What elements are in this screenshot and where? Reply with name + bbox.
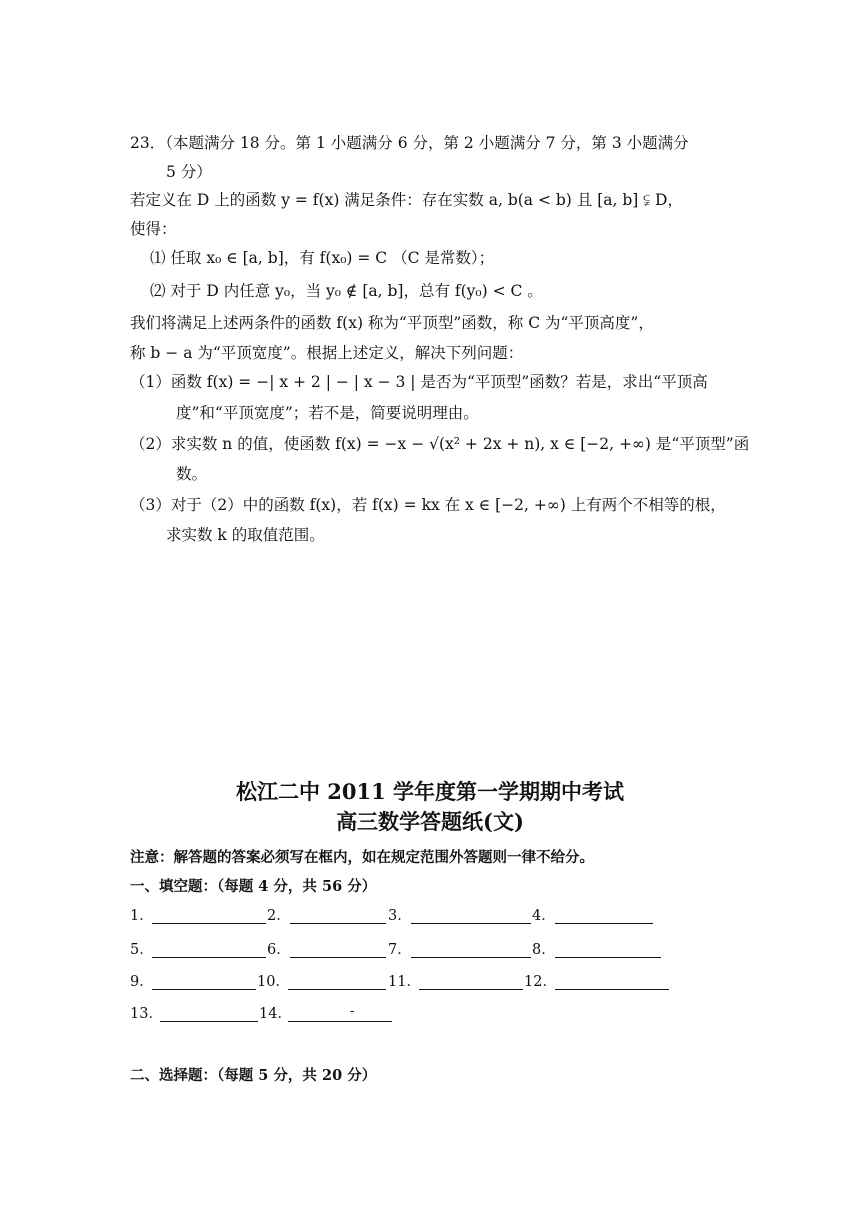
question-header-cont: 5 分） (166, 163, 212, 181)
section-fill-in: 一、填空题：（每题 4 分，共 56 分） (130, 878, 377, 895)
blank-label: 7． (388, 942, 412, 958)
blank-label: 6． (267, 942, 291, 958)
blank-label: 4． (532, 908, 556, 924)
part-2-line-1: （2）求实数 n 的值，使函数 f(x) = −x − √(x² + 2x + n), x ∈ [−2, +∞) 是“平顶型”函 (130, 435, 750, 453)
question-header: 23．（本题满分 18 分。第 1 小题满分 6 分，第 2 小题满分 7 分，第 3 小题满分 (130, 134, 689, 152)
blank-label: 10． (257, 974, 290, 990)
part-3-line-2: 求实数 k 的取值范围。 (166, 526, 325, 544)
intro-line-1: 我们将满足上述两条件的函数 f(x) 称为“平顶型”函数，称 C 为“平顶高度”， (130, 314, 654, 332)
blank-label: 3． (388, 908, 412, 924)
part-1-line-2: 度”和“平顶宽度”；若不是，简要说明理由。 (176, 404, 479, 422)
blank-label: 1． (130, 908, 154, 924)
answer-sheet-title: 松江二中 2011 学年度第一学期期中考试 (235, 779, 625, 804)
blank-label: 14． (259, 1006, 292, 1022)
answer-blank-4[interactable] (555, 923, 653, 924)
condition-1: ⑴ 任取 x₀ ∈ [a, b]，有 f(x₀) = C （C 是常数）； (150, 249, 495, 267)
answer-blank-11[interactable] (419, 989, 523, 990)
blank-label: 9． (130, 974, 154, 990)
answer-blank-12[interactable] (555, 989, 669, 990)
notice: 注意：解答题的答案必须写在框内，如在规定范围外答题则一律不给分。 (130, 849, 594, 866)
answer-blank-2[interactable] (290, 923, 386, 924)
blank-label: 11． (388, 974, 421, 990)
blank-label: 13． (130, 1006, 163, 1022)
blank-label: 12． (524, 974, 557, 990)
part-2-line-2: 数。 (176, 465, 208, 483)
blank-label: 2． (267, 908, 291, 924)
answer-blank-10[interactable] (288, 989, 386, 990)
blank-label: 8． (532, 942, 556, 958)
intro-line-2: 称 b − a 为“平顶宽度”。根据上述定义，解决下列问题： (130, 344, 524, 362)
answer-sheet-subtitle: 高三数学答题纸(文) (336, 809, 524, 834)
blank-label: 5． (130, 942, 154, 958)
dash-mark: - (350, 1004, 355, 1019)
answer-blank-3[interactable] (411, 923, 531, 924)
answer-blank-14[interactable] (288, 1021, 392, 1022)
part-3-line-1: （3）对于（2）中的函数 f(x)，若 f(x) = kx 在 x ∈ [−2, +∞) 上有两个不相等的根， (130, 496, 726, 514)
definition-line-2: 使得： (130, 220, 177, 238)
definition-line-1: 若定义在 D 上的函数 y = f(x) 满足条件：存在实数 a, b(a < b) 且 [a, b] ⫋ D， (130, 191, 683, 209)
part-1-line-1: （1）函数 f(x) = −| x + 2 | − | x − 3 | 是否为“平顶型”函数？若是，求出“平顶高 (130, 373, 708, 391)
answer-blank-6[interactable] (290, 957, 386, 958)
answer-blank-1[interactable] (152, 923, 266, 924)
answer-blank-7[interactable] (411, 957, 531, 958)
answer-blank-13[interactable] (160, 1021, 258, 1022)
condition-2: ⑵ 对于 D 内任意 y₀，当 y₀ ∉ [a, b]，总有 f(y₀) < C 。 (150, 282, 543, 300)
answer-blank-8[interactable] (555, 957, 661, 958)
answer-blank-5[interactable] (152, 957, 266, 958)
section-multiple-choice: 二、选择题：（每题 5 分，共 20 分） (130, 1067, 377, 1084)
answer-blank-9[interactable] (152, 989, 256, 990)
